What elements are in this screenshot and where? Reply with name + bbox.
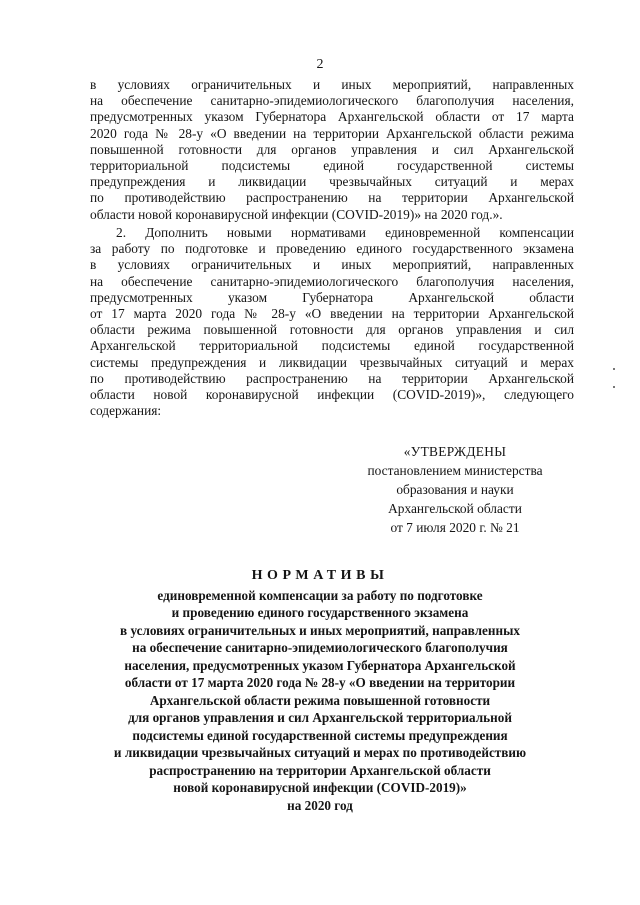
text-line: за работу по подготовке и проведению единого государственного экзамена	[90, 241, 574, 257]
heading-line: подсистемы единой государственной системы предупреждения	[132, 727, 508, 743]
heading-line: на 2020 год	[287, 797, 353, 813]
text-line: предусмотренных указом Губернатора Архангельской области от 17 марта	[90, 109, 574, 125]
approval-title: «УТВЕРЖДЕНЫ	[403, 444, 507, 459]
scan-speck	[613, 368, 615, 370]
heading-line: Архангельской области режима повышенной готовности	[149, 692, 491, 708]
page-number: 2	[316, 57, 324, 72]
heading-line: для органов управления и сил Архангельской территориальной	[128, 710, 512, 725]
text-line: от 17 марта 2020 года № 28-у «О введении на территории Архангельской	[90, 306, 574, 322]
heading-line: распространению на территории Архангельской области	[149, 762, 491, 778]
text-line: области новой коронавирусной инфекции (COVID-2019)», следующего	[90, 387, 574, 403]
approval-date: от 7 июля 2020 г. № 21	[390, 520, 520, 535]
text-line: 2020 года № 28-у «О введении на территории Архангельской области режима	[90, 125, 574, 141]
heading-line: населения, предусмотренных указом Губернатора Архангельской	[124, 657, 516, 673]
heading-line: на обеспечение санитарно-эпидемиологического благополучия	[132, 640, 508, 655]
text-line: по противодействию распространению на территории Архангельской	[90, 190, 574, 206]
document-heading	[0, 567, 640, 814]
text-line: повышенной готовности для органов управления и сил Архангельской	[90, 141, 574, 157]
text-line: территориальной подсистемы единой государственной системы	[90, 158, 574, 174]
approval-line: образования и науки	[396, 482, 514, 497]
text-line: по противодействию распространению на территории Архангельской	[90, 370, 574, 386]
paragraph-item-2	[90, 225, 574, 419]
scan-speck	[613, 386, 615, 388]
text-line: предупреждения и ликвидации чрезвычайных ситуаций и мерах	[90, 174, 574, 190]
text-line: предусмотренных указом Губернатора Архангельской области	[90, 289, 574, 305]
heading-line: новой коронавирусной инфекции (COVID-2019)»	[173, 780, 467, 795]
approval-block	[335, 442, 575, 537]
text-line: в условиях ограничительных и иных мероприятий, направленных	[90, 77, 574, 92]
heading-line: и проведению единого государственного экзамена	[171, 605, 469, 620]
text-line: 2. Дополнить новыми нормативами единовременной компенсации	[116, 225, 574, 240]
text-line: системы предупреждения и ликвидации чрезвычайных ситуаций и мерах	[90, 354, 574, 370]
heading-line: единовременной компенсации за работу по подготовке	[157, 587, 483, 603]
text-line: Архангельской территориальной подсистемы единой государственной	[90, 338, 574, 354]
paragraph-continuation	[90, 77, 574, 223]
text-line: области новой коронавирусной инфекции (COVID-2019)» на 2020 год.».	[90, 206, 503, 222]
heading-line: в условиях ограничительных и иных мероприятий, направленных	[120, 622, 520, 638]
text-line: содержания:	[90, 403, 162, 419]
heading-line: и ликвидации чрезвычайных ситуаций и мерах по противодействию	[113, 745, 527, 760]
text-line: в условиях ограничительных и иных мероприятий, направленных	[90, 257, 574, 273]
heading-line: области от 17 марта 2020 года № 28-у «О введении на территории	[124, 675, 516, 690]
text-line: области режима повышенной готовности для органов управления и сил	[90, 322, 574, 338]
text-line: на обеспечение санитарно-эпидемиологического благополучия населения,	[90, 273, 574, 289]
heading-title: НОРМАТИВЫ	[251, 568, 389, 583]
approval-line: Архангельской области	[388, 501, 522, 516]
text-line: на обеспечение санитарно-эпидемиологического благополучия населения,	[90, 93, 574, 109]
approval-line: постановлением министерства	[367, 463, 543, 478]
